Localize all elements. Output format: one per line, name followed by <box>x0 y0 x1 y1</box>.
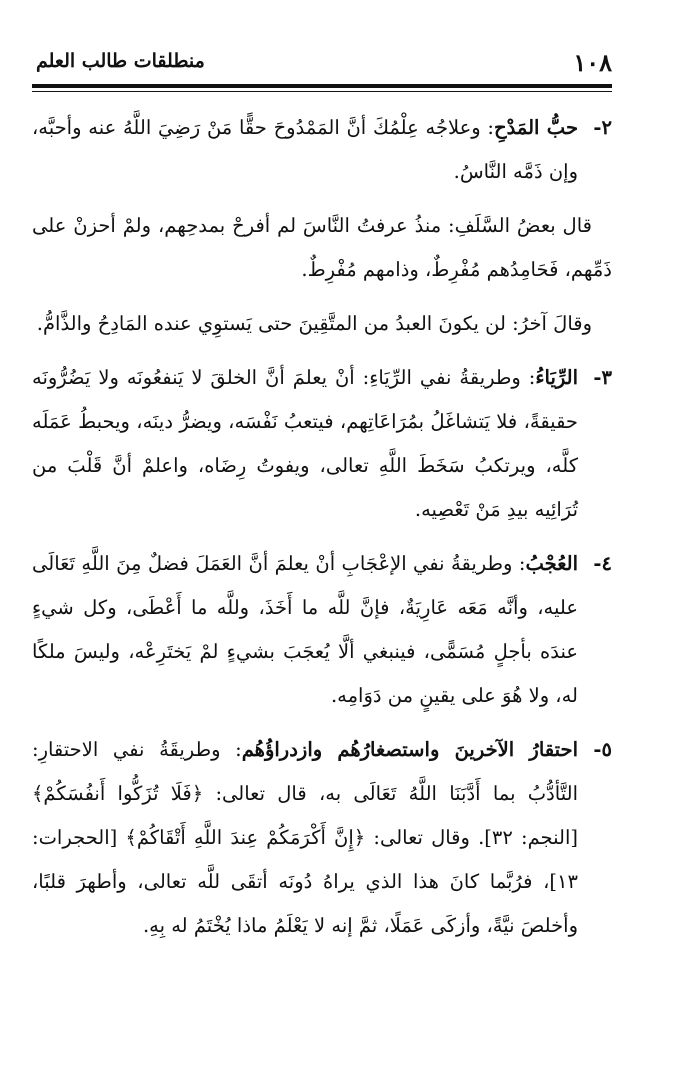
item-text <box>32 542 578 718</box>
item-term: حبُّ المَدْحِ <box>494 116 579 139</box>
quote-paragraph: وقالَ آخرُ: لن يكونَ العبدُ من المتَّقِينَ حتى يَستوِي عنده المَادِحُ والذَّامُّ. <box>36 312 592 335</box>
item-praise-love <box>32 106 612 194</box>
item-number: ٢- <box>593 116 612 139</box>
header-rule-thick <box>32 84 612 88</box>
item-text <box>32 356 578 532</box>
item-number: ٣- <box>593 366 612 389</box>
item-number: ٤- <box>593 552 612 575</box>
quote-paragraph: قال بعضُ السَّلَفِ: منذُ عرفتُ النَّاسَ لم أفرحْ بمدحِهم، ولمْ أحزنْ على ذَمِّهم، فَحَامِدُهم مُفْرِطٌ، وذامهم مُفْرِطٌ. <box>32 214 612 281</box>
item-text <box>32 728 578 948</box>
page-body <box>32 106 612 948</box>
page-header <box>32 40 612 84</box>
item-body: : وطريقَةُ نفي الاحتقارِ: التَّأدُّبُ بما أَدَّبَنَا اللَّهُ تَعَالَى به، قال تعالى: ﴿فَلَا تُزَكُّوا أَنفُسَكُمْ﴾ [النجم: ٣٢]. وقال تعالى: ﴿إِنَّ أَكْرَمَكُمْ عِندَ اللَّهِ أَتْقَاكُمْ﴾ [الحجرات: ١٣]، فرُبَّما كانَ هذا الذي يراهُ دُونَه أتقَى للَّه تعالى، وأطهرَ قلبًا، وأخلصَ نيَّةً، وأزكَى عَمَلًا، ثمَّ إنه لا يَعْلَمُ ماذا يُخْتَمُ له بِهِ. <box>32 738 578 937</box>
item-body: : وطريقةُ نفي الإعْجَابِ أنْ يعلمَ أنَّ العَمَلَ فضلٌ مِنَ اللَّهِ تَعَالَى عليه، وأنَّه مَعَه عَارِيَةٌ، فإنَّ للَّه ما أَخَذَ، وللَّه ما أَعْطَى، وكل شيءٍ عندَه بأجلٍ مُسَمًّى، فينبغي ألَّا يُعجَبَ بشيءٍ لمْ يَختَرِعْه، وليسَ ملكًا له، ولا هُوَ على يقينٍ من دَوَامِه. <box>32 552 578 707</box>
page-number: ١٠٨ <box>573 48 612 77</box>
item-text <box>32 106 578 194</box>
header-rule-thin <box>32 91 612 92</box>
item-term: احتقارُ الآخرينَ واستصغارُهُم وازدراؤُهُم <box>241 738 578 761</box>
item-body: : وطريقةُ نفي الرِّيَاءِ: أنْ يعلمَ أنَّ الخلقَ لا يَنفعُونَه ولا يَضُرُّونَه حقيقةً، فلا يَتشاغَلُ بمُرَاعَاتِهم، فيتعبُ نَفْسَه، ويضرُّ دينَه، ويحبطُ عَمَلَه كلَّه، ويرتكبُ سَخَطَ اللَّهِ تعالى، ويفوتُ رِضَاه، واعلمْ أنَّ قَلْبَ من تُرَائِيه بيدِ مَنْ تَعْصِيه. <box>32 366 578 521</box>
book-page <box>32 40 612 1058</box>
running-head: منطلقات طالب العلم <box>36 50 205 72</box>
item-self-admiration <box>32 542 612 718</box>
item-term: الرِّيَاءُ <box>535 366 578 389</box>
item-showing-off <box>32 356 612 532</box>
item-number: ٥- <box>593 738 612 761</box>
item-term: العُجْبُ <box>525 552 578 575</box>
item-contempt <box>32 728 612 948</box>
item-body: : وعلاجُه عِلْمُكَ أنَّ المَمْدُوحَ حقًّا مَنْ رَضِيَ اللَّهُ عنه وأحبَّه، وإن ذَمَّه النَّاسُ. <box>32 116 578 183</box>
